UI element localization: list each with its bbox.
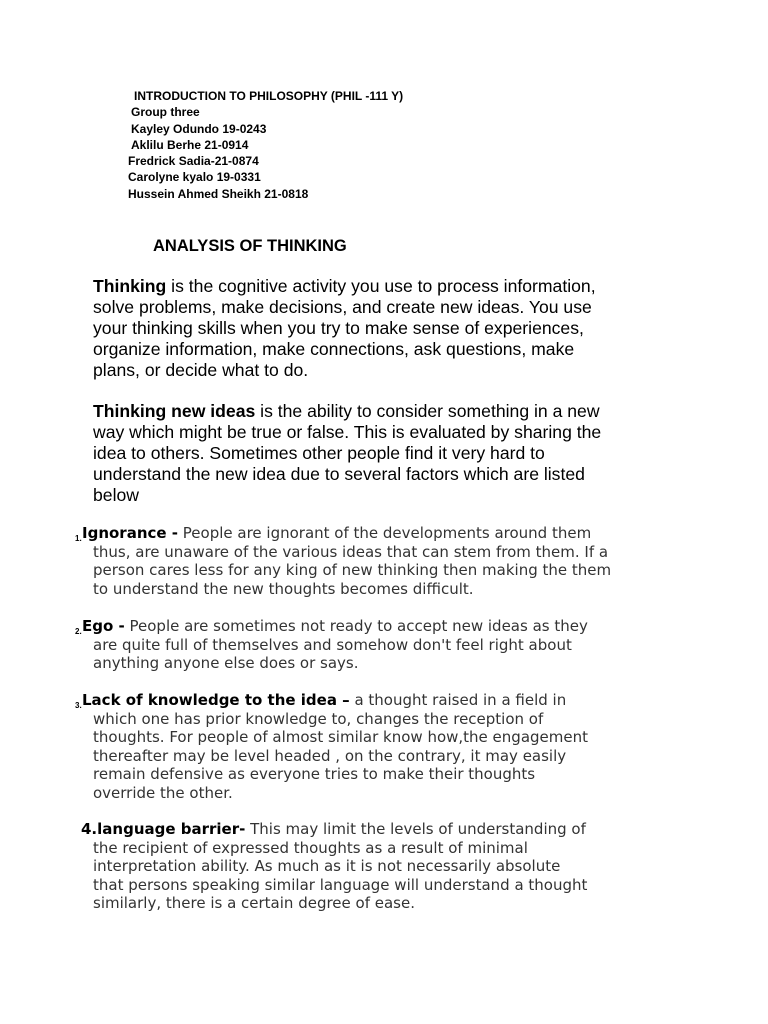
member-4: Carolyne kyalo 19-0331 bbox=[128, 170, 261, 184]
para1-line-4: organize information, make connections, ask questions, make bbox=[93, 339, 575, 359]
group-name: Group three bbox=[131, 105, 200, 119]
term-thinking-new-ideas: Thinking new ideas bbox=[93, 401, 256, 421]
para2-line-3: idea to others. Sometimes other people find it very hard to bbox=[93, 443, 545, 463]
item-line: People are ignorant of the developments around them bbox=[178, 524, 592, 542]
item-line: thereafter may be level headed , on the contrary, it may easily bbox=[93, 746, 567, 765]
item-line: thus, are unaware of the various ideas that can stem from them. If a bbox=[93, 542, 609, 561]
paragraph-new-ideas bbox=[93, 401, 693, 506]
list-item-ignorance bbox=[75, 524, 703, 598]
item-line: the recipient of expressed thoughts as a result of minimal bbox=[93, 838, 528, 857]
para2-line-5: below bbox=[93, 485, 139, 505]
paragraph-thinking bbox=[93, 276, 693, 381]
document-title: ANALYSIS OF THINKING bbox=[153, 237, 347, 255]
member-2: Aklilu Berhe 21-0914 bbox=[131, 138, 249, 152]
item-lead: Lack of knowledge to the idea – bbox=[82, 691, 350, 709]
member-5: Hussein Ahmed Sheikh 21-0818 bbox=[128, 187, 309, 201]
list-number: 3. bbox=[75, 701, 82, 710]
item-line: anything anyone else does or says. bbox=[93, 654, 359, 672]
para2-line-1: is the ability to consider something in a new bbox=[255, 401, 600, 421]
item-line: which one has prior knowledge to, changes the reception of bbox=[93, 709, 544, 728]
para1-line-5: plans, or decide what to do. bbox=[93, 360, 309, 380]
item-lead: Ignorance - bbox=[82, 524, 179, 542]
list-number: 2. bbox=[75, 627, 82, 636]
item-line: that persons speaking similar language will understand a thought bbox=[93, 875, 588, 894]
list-item-ego bbox=[75, 617, 703, 673]
para1-line-2: solve problems, make decisions, and create new ideas. You use bbox=[93, 297, 592, 317]
item-line: a thought raised in a field in bbox=[349, 691, 567, 709]
para2-line-2: way which might be true or false. This is evaluated by sharing the bbox=[93, 422, 602, 442]
item-line: are quite full of themselves and somehow don't feel right about bbox=[93, 635, 572, 654]
term-thinking: Thinking bbox=[93, 276, 167, 296]
item-line: remain defensive as everyone tries to make their thoughts bbox=[93, 765, 536, 783]
item-line: interpretation ability. As much as it is not necessarily absolute bbox=[93, 857, 561, 875]
course-title: INTRODUCTION TO PHILOSOPHY (PHIL -111 Y) bbox=[134, 89, 404, 103]
list-number: 1. bbox=[75, 534, 82, 543]
item-line: to understand the new thoughts becomes difficult. bbox=[93, 579, 474, 598]
item-line: similarly, there is a certain degree of ease. bbox=[93, 894, 415, 912]
item-line: People are sometimes not ready to accept new ideas as they bbox=[124, 617, 588, 635]
list-item-lack-of-knowledge bbox=[75, 691, 703, 802]
member-3: Fredrick Sadia-21-0874 bbox=[128, 154, 259, 168]
list-item-language-barrier bbox=[81, 820, 703, 913]
para1-line-1: is the cognitive activity you use to process information, bbox=[166, 276, 596, 296]
item-lead: 4.language barrier- bbox=[81, 820, 246, 838]
para1-line-3: your thinking skills when you try to make sense of experiences, bbox=[93, 318, 584, 338]
item-lead: Ego - bbox=[82, 617, 125, 635]
member-1: Kayley Odundo 19-0243 bbox=[131, 122, 267, 136]
item-line: thoughts. For people of almost similar know how,the engagement bbox=[93, 728, 588, 746]
item-line: This may limit the levels of understanding of bbox=[245, 820, 586, 838]
para2-line-4: understand the new idea due to several factors which are listed bbox=[93, 464, 585, 484]
item-line: person cares less for any king of new thinking then making the them bbox=[93, 561, 612, 579]
item-line: override the other. bbox=[93, 783, 233, 802]
